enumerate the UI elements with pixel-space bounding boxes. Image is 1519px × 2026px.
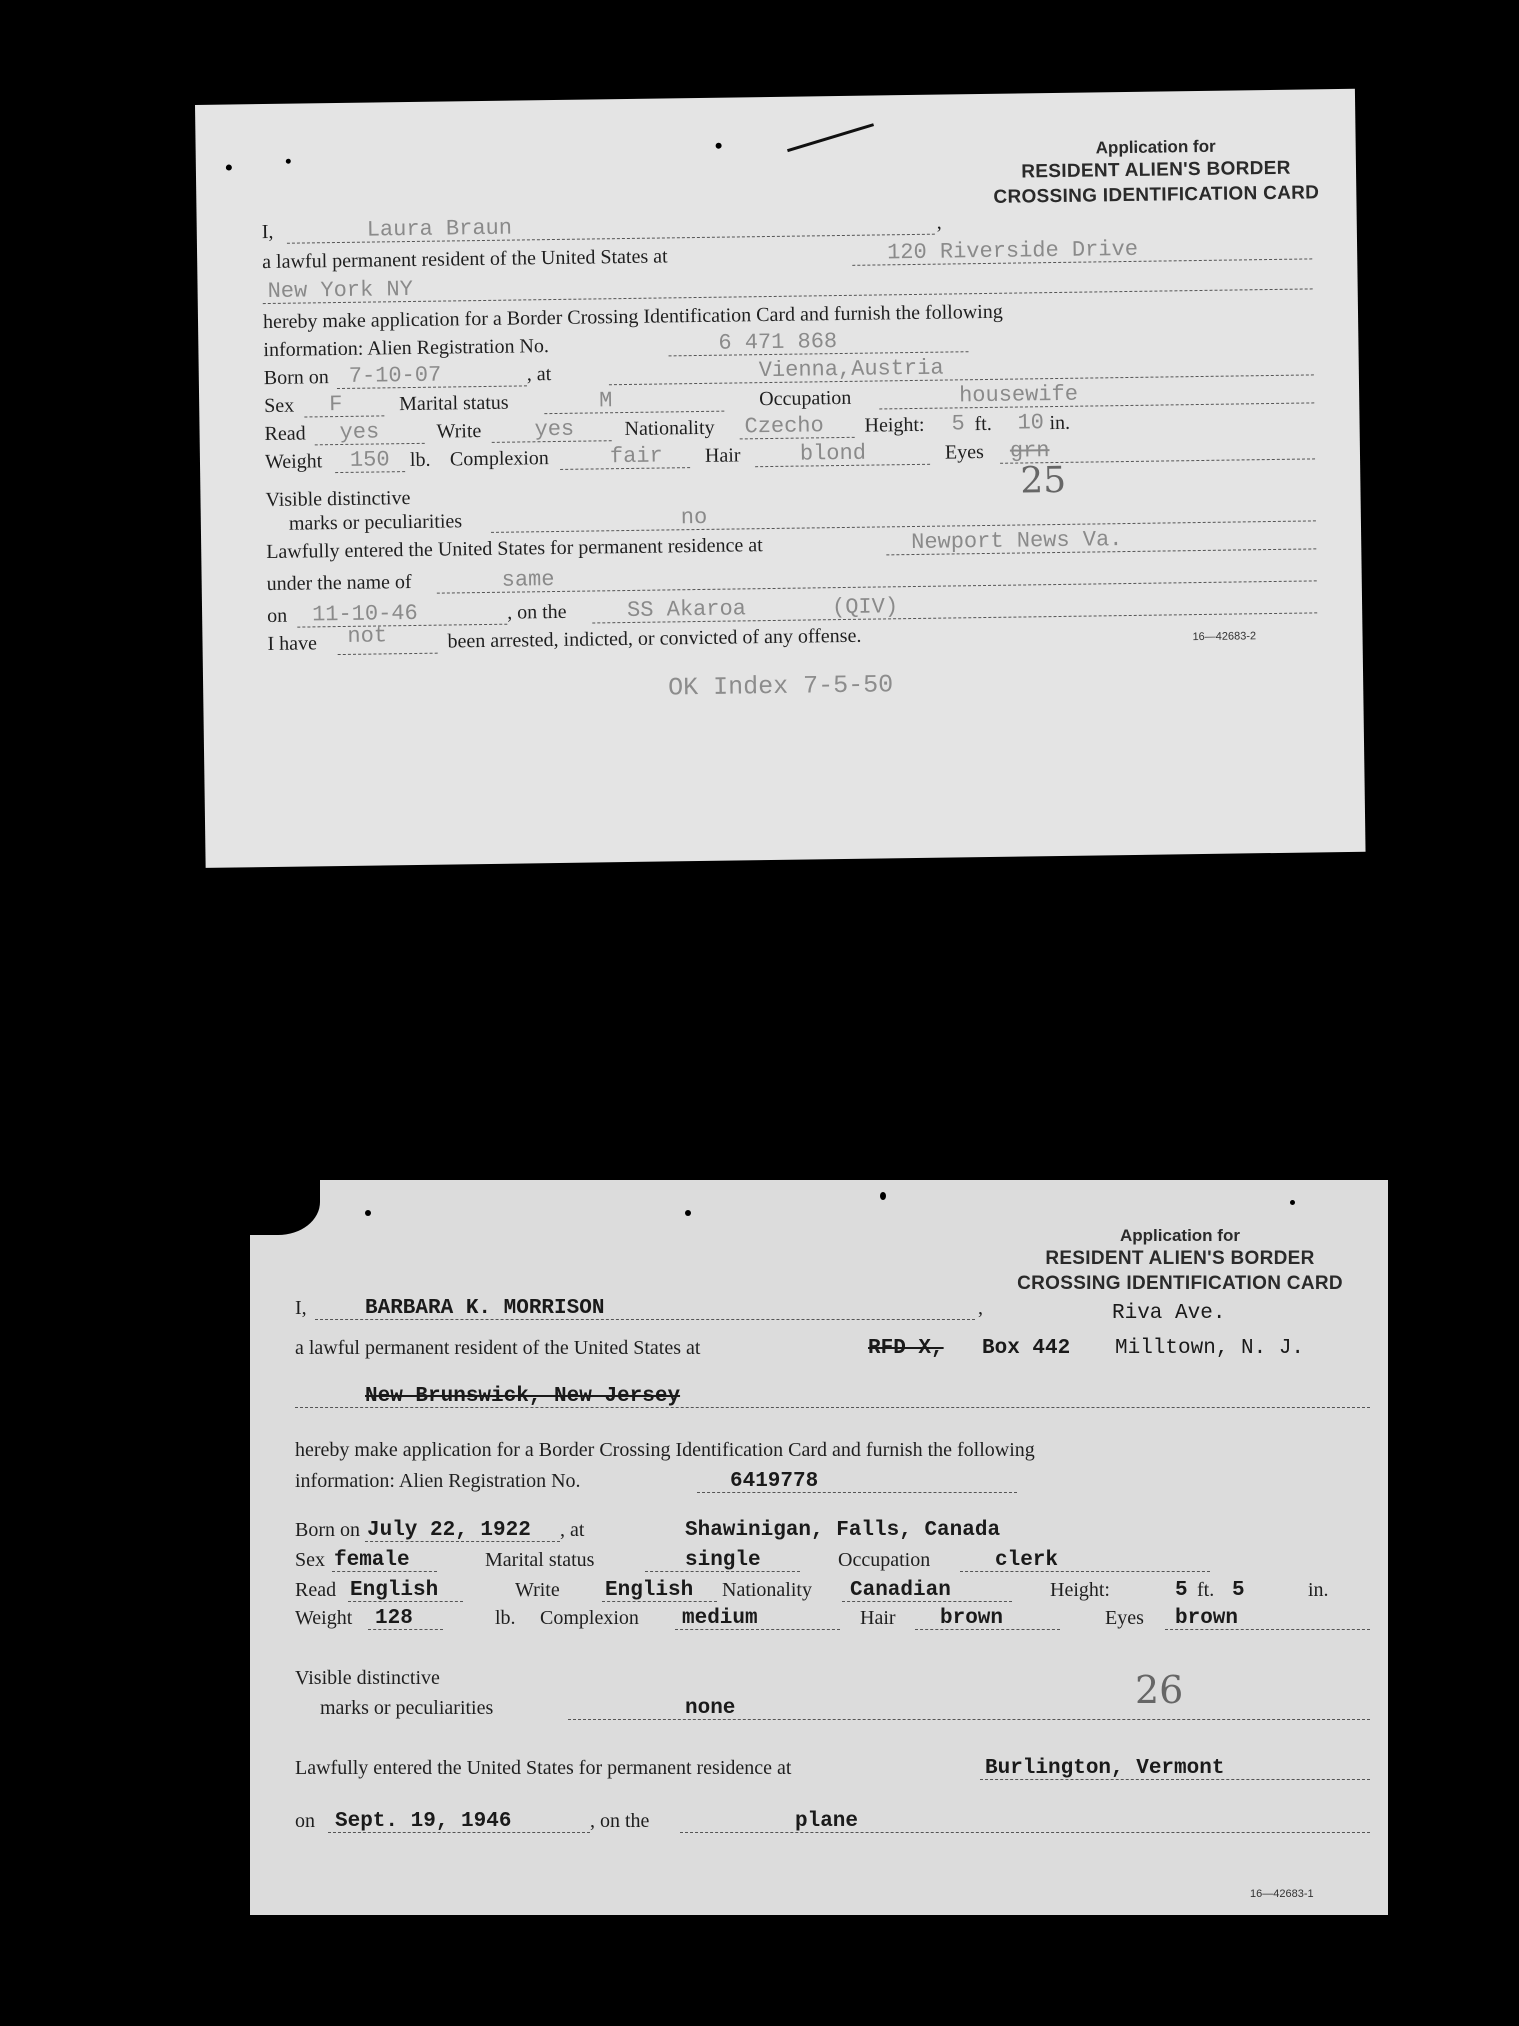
label-i: I, [261,220,274,244]
row-hereby [250,1432,1388,1464]
label-marks: marks or peculiarities [288,510,463,535]
label-on: on [295,1810,315,1832]
label-weight: Weight [295,1607,353,1629]
row-marks [250,1690,1388,1722]
complexion: medium [682,1607,758,1630]
marks: none [685,1697,736,1720]
label-entered: Lawfully entered the United States for permanent residence at [295,1757,792,1779]
form-number: 16—42683-1 [1250,1888,1314,1900]
vessel-line [680,1808,1370,1833]
born-on: July 22, 1922 [367,1519,531,1542]
entry-date: 11-10-46 [311,600,418,628]
header-line1: RESIDENT ALIEN'S BORDER [1045,1248,1315,1270]
born-on: 7-10-07 [348,362,442,389]
entered-at: Newport News Va. [911,527,1123,556]
torn-corner [250,1180,320,1235]
header-small: Application for [1120,1226,1240,1245]
label-nationality: Nationality [624,416,715,441]
label-complexion: Complexion [540,1607,639,1629]
row-born [250,1512,1388,1544]
pen-mark [787,123,874,152]
applicant-name: BARBARA K. MORRISON [365,1297,605,1320]
marital-status: single [685,1549,761,1572]
label-info: information: Alien Registration No. [295,1470,581,1492]
label-info: information: Alien Registration No. [263,335,550,362]
label-under-name: under the name of [266,571,412,596]
entered-at: Burlington, Vermont [985,1757,1225,1780]
label-marital: Marital status [485,1549,595,1571]
label-height: Height: [864,413,925,437]
alien-reg-no: 6 471 868 [718,329,838,356]
label-comma: , [978,1297,983,1319]
marital-status: M [598,388,613,414]
header-line1: RESIDENT ALIEN'S BORDER [1021,157,1291,183]
label-visible: Visible distinctive [265,487,411,512]
height-ft: 5 [1175,1579,1188,1602]
occupation: housewife [958,381,1079,409]
label-hair: Hair [704,444,741,467]
label-hereby: hereby make application for a Border Crossing Identification Card and furnish the following [262,300,1003,334]
label-height: Height: [1050,1579,1110,1601]
marks: no [680,504,708,531]
label-lawful: a lawful permanent resident of the United States at [262,245,668,274]
label-write: Write [515,1579,560,1601]
vessel-code: (QIV) [831,594,899,621]
row-entered [250,1750,1388,1782]
eyes: brown [1175,1607,1239,1630]
row-entry-date [250,1803,1388,1835]
label-read: Read [264,422,306,446]
born-at: Vienna,Austria [758,355,944,384]
row-sex [250,1542,1388,1574]
alien-reg-no: 6419778 [730,1470,819,1493]
label-on: on [266,604,288,628]
write: English [605,1579,694,1602]
label-in: in. [1308,1579,1329,1601]
label-nationality: Nationality [722,1579,812,1601]
born-at: Shawinigan, Falls, Canada [685,1519,1001,1542]
address-1b: Milltown, N. J. [1115,1337,1305,1360]
label-marks: marks or peculiarities [320,1697,494,1719]
header-line2: CROSSING IDENTIFICATION CARD [1017,1272,1343,1294]
label-lb: lb. [495,1607,516,1629]
address-1: 120 Riverside Drive [886,236,1139,266]
card-header [1010,1225,1350,1296]
nationality: Canadian [850,1579,951,1602]
label-weight: Weight [264,450,323,474]
label-born-on: Born on [295,1519,360,1541]
write: yes [534,416,575,443]
label-visible: Visible distinctive [295,1667,440,1689]
nationality: Czecho [744,413,824,440]
under-name: same [501,567,555,593]
address-2: New York NY [267,276,414,305]
height-in: 5 [1232,1579,1245,1602]
label-lb: lb. [409,448,431,472]
label-at: , at [560,1519,585,1541]
vessel: SS Akaroa [626,596,747,624]
complexion: fair [609,443,663,470]
hair: brown [940,1607,1004,1630]
label-sex: Sex [264,394,295,418]
sex: F [329,391,343,418]
label-on-the: , on the [506,600,567,624]
applicant-name: Laura Braun [366,215,513,243]
occupation: clerk [995,1549,1059,1572]
row-alien-reg [250,1463,1388,1495]
height-ft: 5 [951,411,965,437]
address-1: Box 442 [982,1337,1071,1360]
speck [365,1210,371,1216]
label-marital: Marital status [399,391,509,416]
application-card-2 [250,1180,1388,1915]
label-sex: Sex [295,1549,325,1571]
read: yes [339,419,380,446]
speck [880,1192,886,1200]
speck [716,143,722,149]
label-at: , at [526,363,552,386]
label-in: in. [1049,411,1071,435]
label-ft: ft. [1197,1579,1215,1601]
read: English [350,1579,439,1602]
form-number: 16—42683-2 [1192,630,1257,644]
label-entered: Lawfully entered the United States for permanent residence at [266,534,763,564]
speck [226,164,232,170]
index-stamp: OK Index 7-5-50 [667,670,894,703]
label-ft: ft. [974,412,992,436]
label-on-the: , on the [590,1810,650,1832]
handwritten-number: 25 [1020,459,1067,502]
label-lawful: a lawful permanent resident of the United States at [295,1337,701,1359]
speck [1290,1200,1295,1205]
weight: 128 [375,1607,413,1630]
speck [685,1210,691,1216]
sex: female [334,1549,410,1572]
label-been: been arrested, indicted, or convicted of any offense. [447,624,862,653]
hair: blond [799,440,867,467]
label-occupation: Occupation [759,386,852,411]
height-in: 10 [1017,410,1045,436]
header-small: Application for [1095,136,1216,158]
entry-date: Sept. 19, 1946 [335,1810,512,1833]
label-write: Write [436,420,482,443]
application-card-1 [195,89,1366,868]
vessel: plane [795,1810,859,1833]
address-added: Riva Ave. [1112,1302,1226,1325]
label-occupation: Occupation [838,1549,931,1571]
label-eyes: Eyes [1105,1607,1144,1629]
arrested: not [347,623,388,649]
handwritten-number: 26 [1135,1668,1184,1712]
address-struck: RFD X, [868,1337,944,1360]
address-2: New Brunswick, New Jersey [365,1385,681,1408]
speck [286,159,291,164]
row-visible [250,1660,1388,1692]
row-weight [250,1600,1388,1632]
label-hair: Hair [860,1607,896,1629]
label-hereby: hereby make application for a Border Crossing Identification Card and furnish the following [295,1439,1035,1461]
label-read: Read [295,1579,337,1601]
label-eyes: Eyes [944,441,984,464]
row-address [250,1330,1388,1362]
header-line2: CROSSING IDENTIFICATION CARD [993,182,1320,208]
label-i: I, [295,1297,307,1319]
label-complexion: Complexion [449,447,550,471]
weight: 150 [349,447,390,473]
eyes: grn [1009,438,1050,464]
row-address2 [250,1378,1388,1410]
label-i-have: I have [267,632,318,656]
label-born-on: Born on [263,366,329,390]
label-comma: , [936,211,942,234]
